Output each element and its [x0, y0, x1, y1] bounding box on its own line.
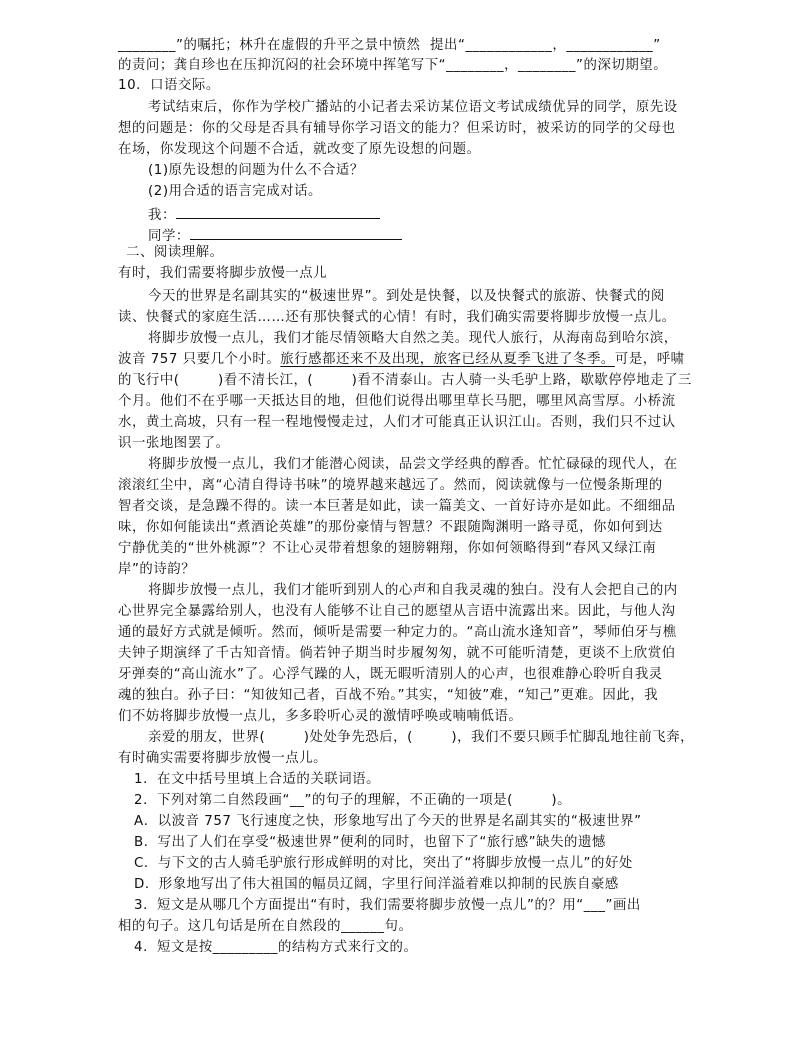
speaker-label: 同学：	[148, 229, 190, 244]
q10-title: 10．口语交际。	[118, 78, 220, 93]
text: 波音 757 只要几个小时。	[118, 352, 281, 367]
q10-para-line: 考试结束后，你作为学校广播站的小记者去采访某位语文考试成绩优异的同学，原先设	[148, 100, 678, 115]
blank[interactable]: ____________	[465, 38, 553, 53]
article-line: 有时确实需要将脚步放慢一点儿。	[118, 751, 328, 766]
article-line: 们不妨将脚步放慢一点儿，多多聆听心灵的激情呼唤或喃喃低语。	[118, 709, 523, 724]
fill-line-2	[118, 57, 667, 75]
article-line: 读、快餐式的家庭生活……还有那快餐式的心情！有时，我们确实需要将脚步放慢一点儿。	[118, 310, 676, 325]
text: ，	[504, 58, 519, 73]
question-4	[134, 939, 417, 957]
text: ”的句子的理解，不正确的一项是( )。	[304, 793, 572, 808]
answer-blank[interactable]: ______	[341, 919, 385, 934]
option-d[interactable]: D．形象地写出了伟大祖国的幅员辽阔，字里行间洋溢着难以抑制的民族自豪感	[134, 877, 619, 892]
answer-blank[interactable]: _________	[212, 940, 278, 955]
article-line: 魂的独白。孙子曰：“知彼知己者，百战不殆。”其实，“知彼”难，“知己”更难。因此，我	[118, 688, 659, 703]
article-line: 将脚步放慢一点儿，我们才能潜心阅读，品尝文学经典的醇香。忙忙碌碌的现代人，在	[148, 457, 678, 472]
text: 2．下列对第二自然段画“	[134, 793, 290, 808]
question-1: 1．在文中括号里填上合适的关联词语。	[134, 772, 381, 787]
question-2	[134, 792, 571, 810]
section-heading: 二、阅读理解。	[126, 245, 224, 260]
text: ”	[653, 38, 661, 53]
option-a[interactable]: A．以波音 757 飞行速度之快，形象地写出了今天的世界是名副其实的“极速世界”	[134, 814, 642, 829]
text: ”的深切期望。	[576, 58, 668, 73]
text: 3．短文是从哪几个方面提出“有时，我们需要将脚步放慢一点儿”的？用“	[134, 898, 584, 913]
article-line: 夫钟子期演绎了千古知音情。倘若钟子期当时步履匆匆，就不可能听清楚，更谈不上欣赏伯	[118, 646, 676, 661]
q10-sub-1: (1)原先设想的问题为什么不合适？	[148, 163, 364, 178]
option-c[interactable]: C．与下文的古人骑毛驴旅行形成鲜明的对比，突出了“将脚步放慢一点儿”的好处	[134, 856, 633, 871]
article-line: 味，你如何能读出“煮酒论英雄”的那份豪情与智慧？不跟随陶渊明一路寻觅，你如何到达	[118, 520, 663, 535]
text: ，	[552, 38, 567, 53]
text: 句。	[384, 919, 413, 934]
article-line: 岸”的诗韵？	[118, 562, 196, 577]
text: 4．短文是按	[134, 940, 213, 955]
blank[interactable]: ________	[446, 58, 505, 73]
article-line: 滚滚红尘中，离“心清自得诗书味”的境界越来越远了。然而，阅读就像与一位慢条斯理的	[118, 478, 663, 493]
article-line	[118, 351, 685, 369]
article-line: 识一张地图罢了。	[118, 436, 230, 451]
q10-para-line: 在场，你发现这个问题不合适，就改变了原先设想的问题。	[118, 142, 481, 157]
article-line: 牙弹奏的“高山流水”了。心浮气躁的人，既无暇听清别人的心声，也很难静心聆听自我灵	[118, 667, 663, 682]
underline-mark: __	[289, 793, 305, 808]
text: ”的嘱托；林升在虚假的升平之景中愤然 提出“	[175, 38, 466, 53]
article-line: 今天的世界是名副其实的“极速世界”。到处是快餐，以及快餐式的旅游、快餐式的阅	[148, 289, 665, 304]
question-3-cont	[118, 918, 412, 936]
text: 相的句子。这几句话是所在自然段的	[118, 919, 342, 934]
answer-blank[interactable]	[176, 204, 380, 219]
blank[interactable]: ____________	[566, 38, 654, 53]
option-b[interactable]: B．写出了人们在享受“极速世界”便利的同时，也留下了“旅行感”缺失的遗憾	[134, 835, 606, 850]
article-line: 亲爱的朋友，世界( )处处争先恐后，( )，我们不要只顾手忙脚乱地往前飞奔，	[148, 730, 695, 745]
text: ”画出	[605, 898, 641, 913]
speaker-label: 我：	[148, 208, 176, 223]
article-line: 将脚步放慢一点儿，我们才能尽情领略大自然之美。现代人旅行，从海南岛到哈尔滨，	[148, 331, 678, 346]
fill-line-1	[118, 37, 661, 55]
q10-para-line: 想的问题是：你的父母是否具有辅导你学习语文的能力？但采访时，被采访的同学的父母也	[118, 121, 676, 136]
q10-sub-2: (2)用合适的语言完成对话。	[148, 184, 322, 199]
text: 的责问；龚自珍也在压抑沉闷的社会环境中挥笔写下“	[118, 58, 447, 73]
article-line: 通的最好方式就是倾听。然而，倾听是需要一种定力的。“高山流水逢知音”，琴师伯牙与樵	[118, 625, 677, 640]
dialog-me-line	[148, 204, 380, 225]
text: 的结构方式来行文的。	[278, 940, 418, 955]
underline-mark: ___	[583, 898, 606, 913]
article-line: 智者交谈，是急躁不得的。读一本巨著是如此，读一篇美文、一首好诗亦是如此。不细细品	[118, 499, 676, 514]
answer-blank[interactable]	[190, 225, 402, 240]
text: 可是，呼啸	[614, 352, 685, 367]
article-line: 个月。他们不在乎哪一天抵达目的地，但他们说得出哪里草长马肥，哪里风高雪厚。小桥流	[118, 394, 676, 409]
article-line: 心世界完全暴露给别人，也没有人能够不让自己的愿望从言语中流露出来。因此，与他人沟	[118, 604, 676, 619]
article-title: 有时，我们需要将脚步放慢一点儿	[118, 266, 328, 281]
question-3	[134, 897, 641, 915]
article-line: 水，黄土高坡，只有一程一程地慢慢走过，人们才可能真正认识江山。否则，我们只不过认	[118, 415, 676, 430]
blank[interactable]: ________	[518, 58, 577, 73]
article-line: 的飞行中( )看不清长江，( )看不清泰山。古人骑一头毛驴上路，歇歇停停地走了三	[118, 373, 692, 388]
article-line: 宁静优美的“世外桃源”？不让心灵带着想象的翅膀翱翔，你如何领略得到“春风又绿江南	[118, 541, 657, 556]
dialog-classmate-line	[148, 225, 402, 246]
blank[interactable]: ________	[118, 38, 176, 53]
article-line: 将脚步放慢一点儿，我们才能听到别人的心声和自我灵魂的独白。没有人会把自己的内	[148, 583, 678, 598]
underlined-sentence: 旅行感都还来不及出现，旅客已经从夏季飞进了冬季。	[280, 352, 615, 367]
